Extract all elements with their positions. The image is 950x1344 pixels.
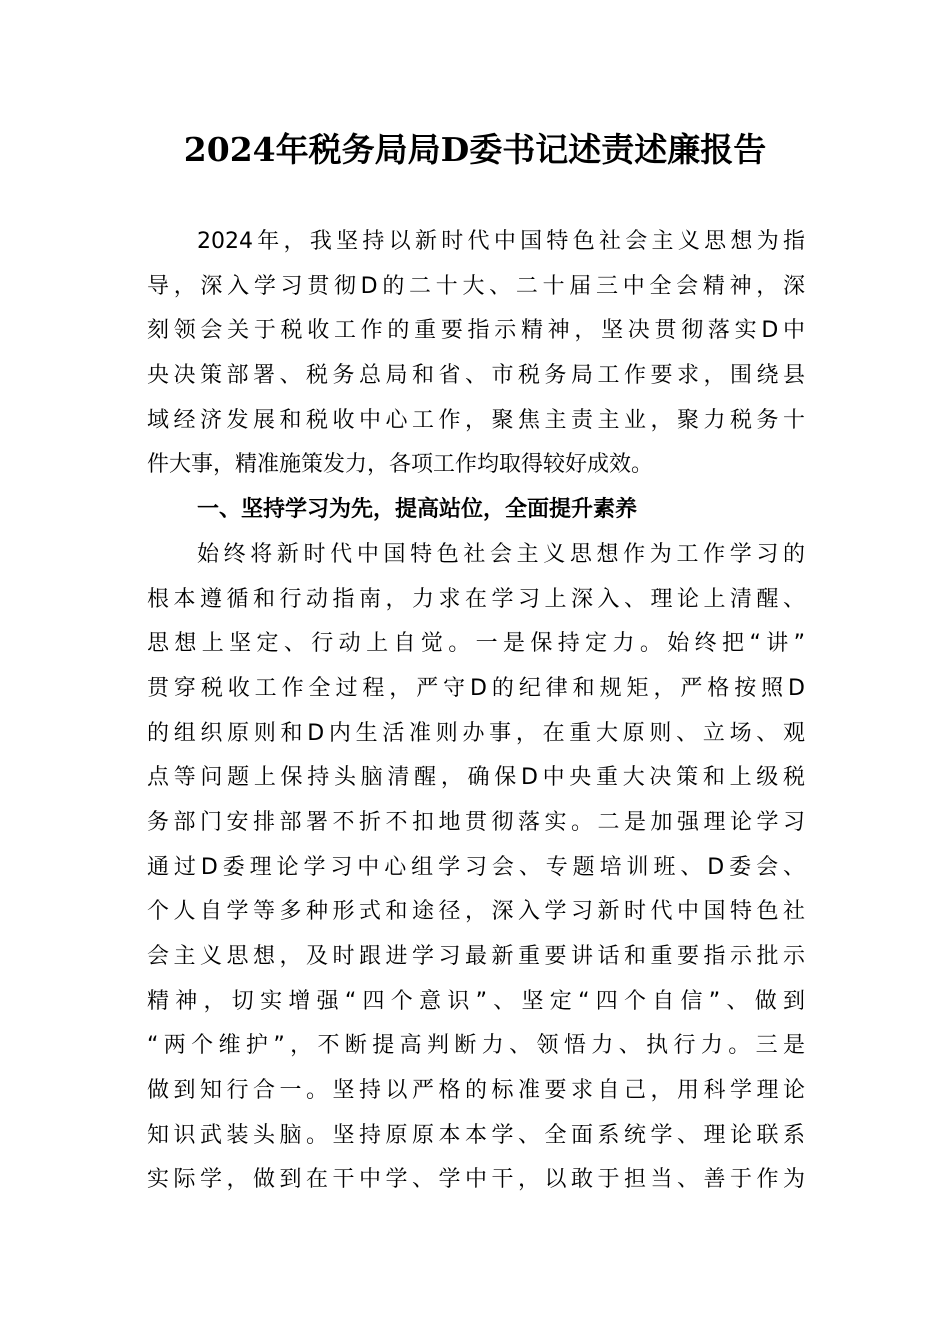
text-line: “两个维护”，不断提高判断力、领悟力、执行力。三是 — [147, 1033, 805, 1059]
text-line: 刻领会关于税收工作的重要指示精神，坚决贯彻落实D中 — [147, 318, 805, 344]
text-line: 件大事，精准施策发力，各项工作均取得较好成效。 — [147, 452, 654, 478]
text-line: 务部门安排部署不折不扣地贯彻落实。二是加强理论学习 — [147, 809, 805, 835]
text-line: 2024年，我坚持以新时代中国特色社会主义思想为指 — [197, 229, 805, 254]
text-line: 精神，切实增强“四个意识”、坚定“四个自信”、做到 — [147, 988, 805, 1014]
text-line: 做到知行合一。坚持以严格的标准要求自己，用科学理论 — [147, 1078, 805, 1104]
text-line: 央决策部署、税务总局和省、市税务局工作要求，围绕县 — [147, 363, 805, 389]
text-line: 点等问题上保持头脑清醒，确保D中央重大决策和上级税 — [147, 765, 805, 791]
text-line: 的组织原则和D内生活准则办事，在重大原则、立场、观 — [147, 720, 805, 746]
heading-text: 一、坚持学习为先，提高站位，全面提升素养 — [197, 497, 638, 523]
text-line: 会主义思想，及时跟进学习最新重要讲话和重要指示批示 — [147, 944, 805, 969]
text-line: 导，深入学习贯彻D的二十大、二十届三中全会精神，深 — [147, 273, 805, 299]
text-line: 根本遵循和行动指南，力求在学习上深入、理论上清醒、 — [147, 586, 805, 612]
text-line: 域经济发展和税收中心工作，聚焦主责主业，聚力税务十 — [147, 407, 805, 433]
text-line: 贯穿税收工作全过程，严守D的纪律和规矩，严格按照D — [147, 675, 805, 701]
document-body — [147, 220, 805, 1203]
text-line: 实际学，做到在干中学、学中干，以敢于担当、善于作为 — [147, 1167, 805, 1193]
section-heading — [147, 488, 805, 533]
text-line: 思想上坚定、行动上自觉。一是保持定力。始终把“讲” — [147, 631, 805, 657]
text-line: 个人自学等多种形式和途径，深入学习新时代中国特色社 — [147, 899, 805, 925]
text-line: 知识武装头脑。坚持原原本本学、全面系统学、理论联系 — [147, 1122, 805, 1148]
document-title: 2024年税务局局D委书记述责述廉报告 — [183, 130, 767, 169]
paragraph — [147, 533, 805, 1203]
text-line: 通过D委理论学习中心组学习会、专题培训班、D委会、 — [147, 854, 805, 880]
text-line: 始终将新时代中国特色社会主义思想作为工作学习的 — [197, 541, 805, 567]
paragraph — [147, 220, 805, 488]
